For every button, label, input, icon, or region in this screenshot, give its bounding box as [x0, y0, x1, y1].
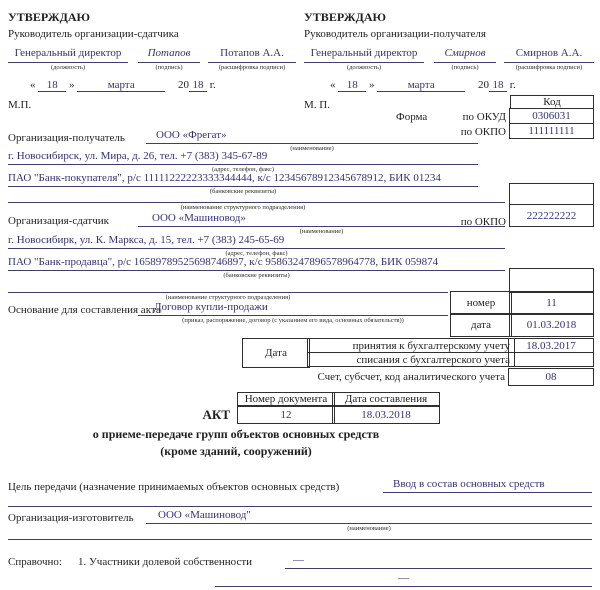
deliverer-name-sublabel: (наименование)	[299, 228, 344, 235]
account-value-box: 08	[508, 368, 594, 386]
receiver-bank-sublabel: (банковские реквизиты)	[209, 188, 277, 195]
deliverer-bank-value: ПАО "Банк-продавца", р/с 16589789525698746897, к/с 95863247896578964778, БИК 059874	[8, 256, 439, 268]
manufacturer-label: Организация-изготовитель	[8, 512, 134, 524]
manufacturer-value-field	[146, 508, 592, 524]
year-value-right: 18	[489, 79, 507, 92]
basis-unit-sublabel: (наименование структурного подразделения)	[165, 294, 291, 301]
approve-block-deliverer	[8, 10, 296, 111]
deliverer-label: Организация-сдатчик	[8, 215, 109, 227]
name-value-left: Потапов А.А.	[208, 47, 296, 63]
deliverer-bank-sublabel: (банковские реквизиты)	[223, 272, 290, 279]
signature-sublabels-left	[8, 63, 296, 72]
deliverer-bank-field	[8, 255, 505, 271]
unit-line-basis	[8, 292, 448, 293]
approve-head-right: Руководитель организации-получателя	[304, 28, 486, 40]
receiver-bank-field	[8, 171, 478, 187]
quote-open: «	[330, 79, 336, 91]
month-value-right: марта	[377, 79, 465, 92]
signature-row-right	[304, 47, 594, 63]
manufacturer-value: ООО «Машиновод"	[158, 509, 251, 521]
receiver-address-value: г. Новосибирск, ул. Мира, д. 26, тел. +7 (383) 345-67-89	[8, 150, 268, 162]
receiver-name-value: ООО «Фрегат»	[156, 129, 227, 141]
purpose-value-field	[383, 477, 592, 493]
basis-sublabel: (приказ, распоряжение, договор (с указанием его вида, основных обязательств))	[182, 317, 404, 324]
date-row-left	[8, 79, 296, 92]
accounting-date-cell: Дата	[242, 338, 310, 368]
approve-head-left: Руководитель организации-сдатчика	[8, 28, 179, 40]
signature-value-right: Смирнов	[434, 47, 496, 63]
divider-line-1	[8, 506, 592, 507]
basis-number-value-box: 11	[509, 291, 594, 315]
basis-value-field	[138, 300, 448, 316]
act-title: АКТ	[202, 407, 230, 422]
accounting-accept-value-box: 18.03.2017	[508, 338, 594, 353]
basis-value: Договор купли-продажи	[154, 301, 268, 313]
purpose-label: Цель передачи (назначение принимаемых объектов основных средств)	[8, 481, 340, 493]
accounting-writeoff-label-cell: списания с бухгалтерского учета	[307, 352, 515, 367]
signature-row-left	[8, 47, 296, 63]
approve-title-right: УТВЕРЖДАЮ	[304, 10, 387, 24]
year-prefix: 20	[478, 79, 489, 91]
okpo-label-receiver: по ОКПО	[460, 126, 506, 138]
day-value-left: 18	[38, 79, 66, 92]
signature-sublabel: (подпись)	[155, 64, 183, 71]
doc-date-header-cell: Дата составления	[332, 392, 440, 407]
reference-label: Справочно:	[8, 556, 62, 568]
position-sublabel: (должность)	[346, 64, 382, 71]
forma-label: Форма	[396, 111, 428, 123]
signature-sublabel: (подпись)	[451, 64, 479, 71]
deliverer-name-value: ООО «Машиновод»	[152, 212, 246, 224]
year-value-left: 18	[189, 79, 207, 92]
reference-dash-2: —	[398, 572, 409, 584]
okpo-deliverer-value-box: 222222222	[509, 204, 594, 227]
basis-number-label-cell: номер	[450, 291, 512, 315]
reference-line-1	[285, 553, 592, 569]
approve-title-left: УТВЕРЖДАЮ	[8, 10, 91, 24]
name-sublabel: (расшифровка подписи)	[515, 64, 583, 71]
accounting-writeoff-value-box	[508, 352, 594, 367]
deliverer-unit-sublabel: (наименование структурного подразделения)	[180, 204, 306, 211]
act-subtitle-1: о приеме-передаче групп объектов основных средств	[92, 427, 380, 441]
okpo-label-deliverer: по ОКПО	[460, 216, 506, 228]
year-prefix: 20	[178, 79, 189, 91]
quote-close: »	[369, 79, 375, 91]
signature-value-left: Потапов	[138, 47, 200, 63]
empty-code-box-2	[509, 268, 594, 293]
divider-line-2	[8, 539, 592, 540]
act-subtitle-2: (кроме зданий, сооружений)	[160, 444, 312, 458]
stamp-place-right: М. П.	[304, 99, 330, 111]
position-sublabel: (должность)	[50, 64, 86, 71]
basis-date-value-box: 01.03.2018	[509, 313, 594, 337]
receiver-address-sublabel: (адрес, телефон, факс)	[211, 166, 275, 173]
reference-line-2	[215, 571, 592, 587]
name-sublabel: (расшифровка подписи)	[218, 64, 286, 71]
deliverer-address-value: г. Новосибирк, ул. К. Маркса, д. 15, тел. +7 (383) 245-65-69	[8, 234, 285, 246]
reference-dash-1: —	[293, 554, 304, 566]
account-label: Счет, субсчет, код аналитического учета	[317, 371, 505, 383]
basis-label: Основание для составления акта	[8, 304, 161, 316]
month-value-left: марта	[77, 79, 165, 92]
quote-close: »	[69, 79, 75, 91]
deliverer-address-sublabel: (адрес, телефон, факс)	[225, 250, 288, 257]
empty-code-box-1	[509, 183, 594, 205]
year-suffix: г.	[509, 79, 516, 91]
deliverer-address-field	[8, 233, 505, 249]
signature-sublabels-right	[304, 63, 594, 72]
quote-open: «	[30, 79, 36, 91]
doc-number-header-cell: Номер документа	[237, 392, 335, 407]
year-suffix: г.	[209, 79, 216, 91]
basis-date-label-cell: дата	[450, 313, 512, 337]
receiver-name-sublabel: (наименование)	[290, 145, 334, 152]
day-value-right: 18	[338, 79, 366, 92]
doc-date-value-box: 18.03.2018	[332, 405, 440, 424]
position-value-left: Генеральный директор	[8, 47, 128, 63]
unit-line-deliverer	[8, 202, 505, 203]
receiver-name-field	[146, 128, 478, 144]
receiver-bank-value: ПАО "Банк-покупателя", р/с 11111222223333344444, к/с 12345678912345678912, БИК 01234	[8, 172, 441, 184]
receiver-label: Организация-получатель	[8, 132, 125, 144]
okpo-receiver-value-box: 111111111	[509, 123, 594, 139]
okud-value-box: 0306031	[509, 108, 594, 124]
okud-label: по ОКУД	[462, 111, 506, 123]
receiver-address-field	[8, 149, 478, 165]
position-value-right: Генеральный директор	[304, 47, 424, 63]
date-row-right	[304, 79, 594, 92]
doc-number-value-box: 12	[237, 405, 335, 424]
purpose-value: Ввод в состав основных средств	[393, 478, 545, 490]
accounting-accept-label-cell: принятия к бухгалтерскому учету	[307, 338, 515, 353]
stamp-place-left: М.П.	[8, 99, 32, 111]
manufacturer-sublabel: (наименование)	[347, 525, 391, 532]
code-header-box: Код	[510, 95, 594, 109]
reference-item: 1. Участники долевой собственности	[78, 556, 253, 568]
name-value-right: Смирнов А.А.	[504, 47, 594, 63]
